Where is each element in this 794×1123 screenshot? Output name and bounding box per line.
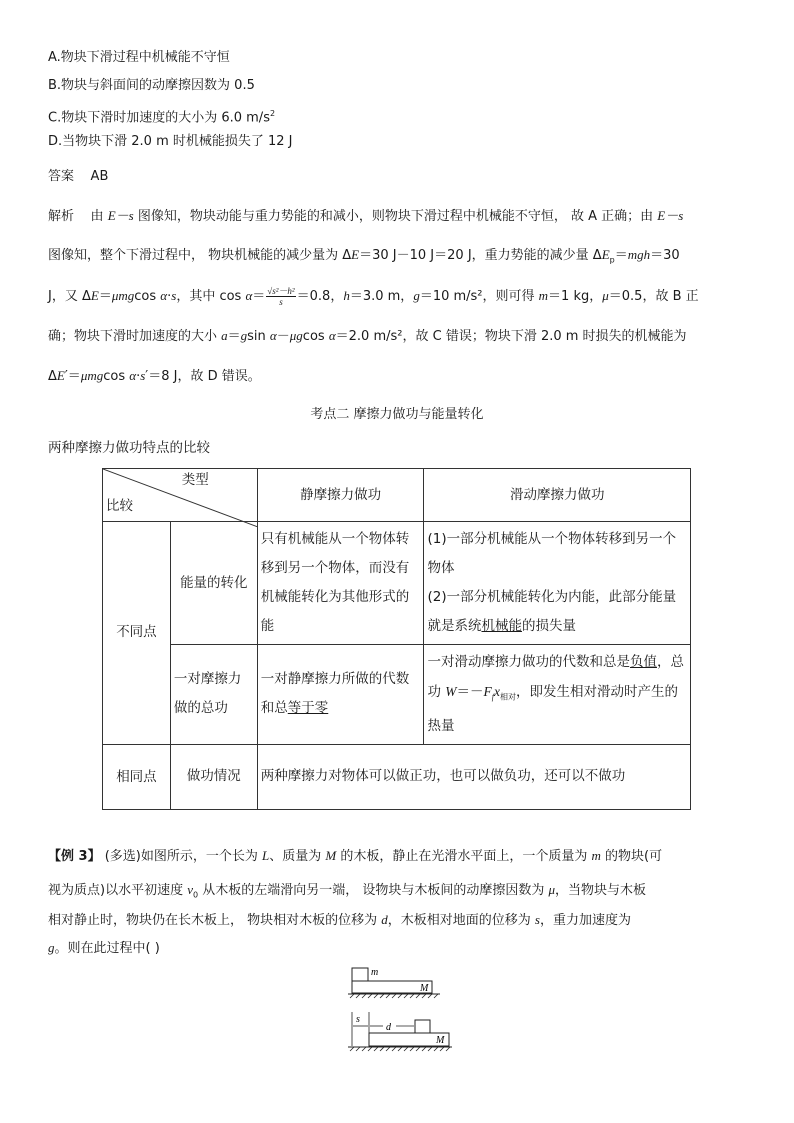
text: a (221, 328, 228, 343)
analysis-line-1 (48, 206, 683, 227)
text: ＝ (98, 289, 112, 304)
row-same: 相同点 (103, 744, 171, 809)
static-energy: 只有机械能从一个物体转移到另一个物体，而没有机械能转化为其他形式的能 (257, 522, 424, 645)
text: d (381, 912, 388, 927)
text: ＝2.0 m/s²，故 C 错误；物块下滑 2.0 m 时损失的机械能为 (335, 329, 687, 344)
text: ＝30 J－10 J＝20 J，重力势能的减少量 Δ (359, 248, 602, 263)
text: ，总功 (427, 654, 684, 700)
text: J，又 Δ (48, 289, 91, 304)
text: － (276, 329, 290, 344)
text: μmg (80, 368, 104, 383)
text: g (413, 288, 420, 303)
sliding-energy-1: (1)一部分机械能从一个物体转移到另一个物体 (427, 531, 677, 576)
text: μmg (111, 288, 135, 303)
static-total (257, 645, 424, 745)
text: α (269, 328, 277, 343)
table-row-total (103, 645, 691, 745)
example-line-3 (48, 910, 631, 931)
text: L (262, 848, 270, 863)
text: 的物块(可 (600, 849, 663, 864)
example-label: 【例 3】 (48, 849, 101, 864)
text: μg (289, 328, 303, 343)
fraction-denominator: s (279, 297, 283, 307)
example-line-1 (48, 846, 662, 867)
option-d: D.当物块下滑 2.0 m 时机械能损失了 12 J (48, 134, 293, 149)
label-m: m (371, 967, 379, 978)
board-block-figure (340, 962, 460, 1062)
text: cos (302, 329, 329, 344)
text: cos (134, 289, 161, 304)
text: ＝10 m/s²，则可得 (419, 289, 539, 304)
block-final (415, 1020, 430, 1033)
text: s (140, 368, 146, 383)
text: m (538, 288, 549, 303)
ground-hatch-1 (350, 994, 438, 998)
text: mgh (627, 247, 651, 262)
row-diff: 不同点 (103, 522, 171, 745)
text: α (245, 288, 253, 303)
label-d: d (386, 1022, 391, 1033)
text: F (483, 684, 492, 699)
text: x (494, 684, 500, 699)
text: 图像知，整个下滑过程中， 物块机械能的减少量为 Δ (48, 248, 352, 263)
analysis-line-2 (48, 245, 680, 271)
text: sin (247, 329, 270, 344)
same-content: 两种摩擦力对物体可以做正功，也可以做负功，还可以不做功 (257, 744, 690, 809)
text: 相对 (500, 692, 516, 702)
text: g (48, 940, 55, 955)
option-c-sup: 2 (269, 109, 276, 118)
label-M-2: M (436, 1035, 445, 1046)
example-line-4 (48, 938, 160, 959)
text: 负值 (629, 654, 657, 670)
answer-value: AB (90, 169, 109, 184)
text: 一对静摩擦力所做的代数和总 (260, 671, 410, 717)
analysis-line-4 (48, 326, 687, 347)
text: μ (602, 288, 609, 303)
text: ＝－ (456, 684, 484, 700)
corner-compare: 比较 (106, 498, 133, 514)
text: s (171, 288, 177, 303)
text: W (445, 684, 457, 699)
text: E－s (107, 208, 134, 223)
analysis-label: 解析 (48, 209, 75, 224)
option-a: A.物块下滑过程中机械能不守恒 (48, 50, 230, 65)
text: 图像知，物块动能与重力势能的和减小，则物块下滑过程中机械能不守恒， 故 A 正确；由 (133, 209, 658, 224)
corner-cell (103, 469, 258, 522)
text: 等于零 (287, 700, 329, 717)
answer-label: 答案 (48, 169, 75, 184)
table-row-energy (103, 522, 691, 645)
section-title: 考点二 摩擦力做功与能量转化 (310, 407, 484, 422)
label-s: s (356, 1014, 360, 1025)
text: 。则在此过程中( ) (54, 941, 160, 956)
text: · (136, 369, 141, 384)
text: 由 (90, 209, 108, 224)
text: E－s (657, 208, 684, 223)
text: E (351, 247, 360, 262)
header-sliding: 滑动摩擦力做功 (424, 469, 691, 522)
text: v (187, 882, 193, 897)
text: ′＝ (64, 369, 81, 384)
table-row-same (103, 744, 691, 809)
text: (多选)如图所示，一个长为 (100, 849, 262, 864)
cos-fraction (266, 286, 295, 307)
text: ，重力加速度为 (539, 913, 631, 928)
text: ＝30 (650, 248, 680, 263)
text: μ (548, 882, 556, 897)
comparison-table (102, 468, 691, 810)
text: M (325, 848, 337, 863)
text: 视为质点)以水平初速度 (48, 883, 188, 898)
row-work: 做功情况 (170, 744, 257, 809)
text: 相对静止时，物块仍在长木板上， 物块相对木板的位移为 (48, 913, 382, 928)
text: ＝0.5，故 B 正 (608, 289, 699, 304)
text: (2)一部分机械能转化为内能，此部分能量就是系统 (427, 589, 677, 634)
option-c (48, 104, 275, 128)
text: ，其中 cos (176, 289, 246, 304)
text: E (90, 288, 99, 303)
sliding-energy-2 (427, 583, 687, 641)
text: α (129, 368, 137, 383)
row-energy: 能量的转化 (170, 522, 257, 645)
text: ＝1 kg， (548, 289, 603, 304)
text: g (240, 328, 248, 343)
text: · (167, 289, 172, 304)
row-total: 一对摩擦力做的总功 (170, 645, 257, 745)
text: p (609, 255, 615, 265)
text: 从木板的左端滑向另一端， 设物块与木板间的动摩擦因数为 (198, 883, 549, 898)
answer (48, 167, 108, 187)
text: Δ (48, 369, 57, 384)
sliding-total (424, 645, 691, 745)
text: ＝ (227, 329, 241, 344)
text: ′＝8 J，故 D 错误。 (145, 369, 261, 384)
text: ，当物块与木板 (555, 883, 647, 898)
text: ＝ (252, 289, 266, 304)
text: cos (103, 369, 130, 384)
text: E (56, 368, 65, 383)
text: h (343, 288, 350, 303)
analysis-line-3 (48, 286, 699, 307)
text: ＝ (614, 248, 628, 263)
text: ，木板相对地面的位移为 (387, 913, 535, 928)
option-c-text: C.物块下滑时加速度的大小为 6.0 m/s (48, 110, 270, 126)
sliding-energy (424, 522, 691, 645)
text: 的损失量 (521, 618, 576, 634)
analysis-line-5 (48, 366, 261, 387)
fraction-numerator: √s²－h² (267, 286, 295, 296)
text: s (534, 912, 540, 927)
table-header-row (103, 469, 691, 522)
text: ，即发生相对滑动时产生的热量 (427, 684, 678, 734)
block-initial (352, 968, 368, 981)
example-line-2 (48, 880, 646, 906)
label-M-1: M (420, 983, 429, 994)
option-b: B.物块与斜面间的动摩擦因数为 0.5 (48, 78, 255, 93)
text: α (160, 288, 168, 303)
header-static: 静摩擦力做功 (257, 469, 424, 522)
text: ＝0.8， (296, 289, 344, 304)
text: 机械能 (481, 618, 522, 634)
text: 的木板，静止在光滑水平面上，一个质量为 (336, 849, 592, 864)
text: f (491, 692, 494, 702)
table-title: 两种摩擦力做功特点的比较 (48, 440, 210, 456)
text: 确；物块下滑时加速度的大小 (48, 329, 222, 344)
text: 0 (193, 890, 199, 900)
text: E (601, 247, 610, 262)
text: α (328, 328, 336, 343)
text: 一对滑动摩擦力做功的代数和总是 (427, 654, 630, 670)
corner-type: 类型 (181, 472, 209, 488)
text: m (591, 848, 601, 863)
text: ＝3.0 m， (349, 289, 414, 304)
text: 、质量为 (269, 849, 326, 864)
ground-hatch-2 (350, 1047, 450, 1051)
